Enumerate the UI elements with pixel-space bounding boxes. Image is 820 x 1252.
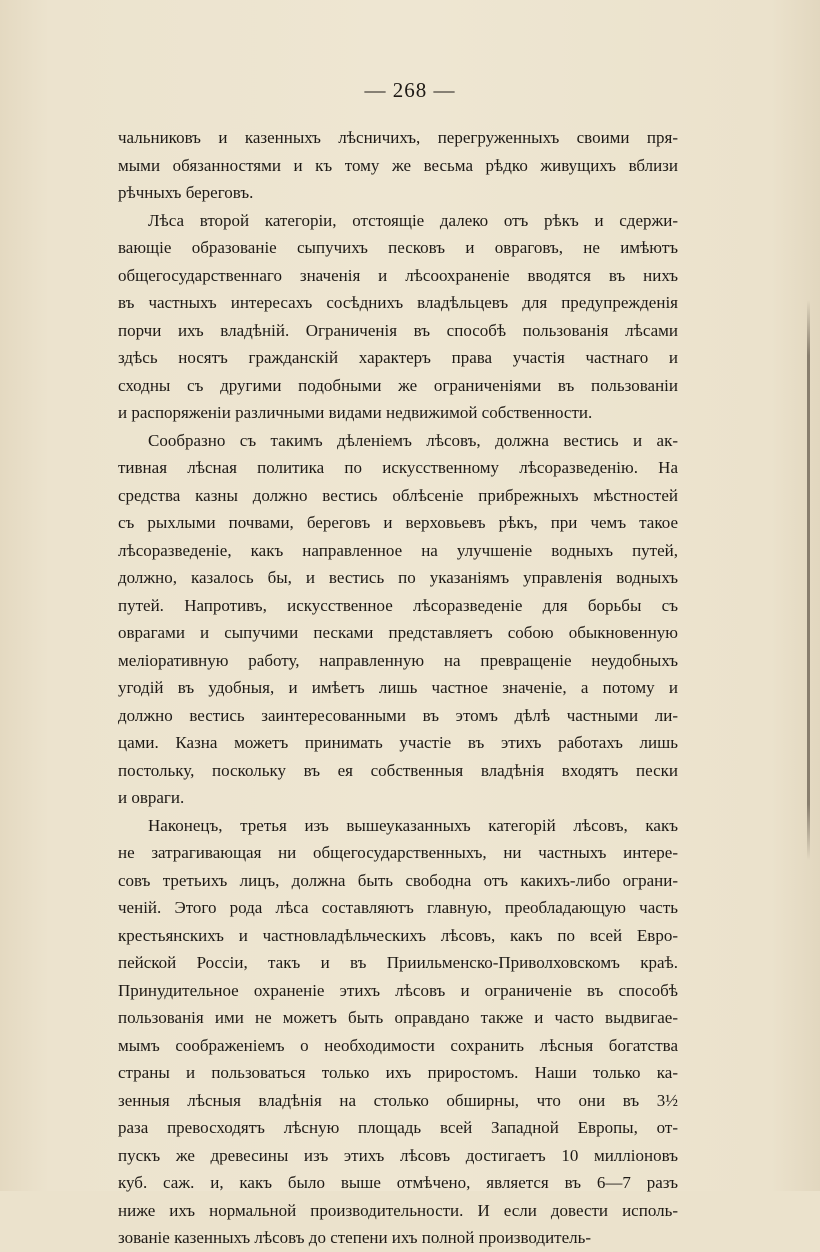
text-line: угодій въ удобныя, и имѣетъ лишь частное значеніе, а потому и xyxy=(118,678,678,697)
paragraph xyxy=(118,812,678,1252)
text-line: должно вестись заинтересованными въ этомъ дѣлѣ частными ли- xyxy=(118,705,678,725)
text-body xyxy=(118,124,678,1252)
text-line: страны и пользоваться только ихъ приростомъ. Наши только ка- xyxy=(118,1063,678,1082)
text-line: Наконецъ, третья изъ вышеуказанныхъ категорій лѣсовъ, какъ xyxy=(148,815,678,835)
text-line: Лѣса второй категоріи, отстоящіе далеко отъ рѣкъ и сдержи- xyxy=(148,210,678,230)
text-line: оврагами и сыпучими песками представляетъ собою обыкновенную xyxy=(118,623,678,642)
text-line: здѣсь носятъ гражданскій характеръ права участія частнаго и xyxy=(118,348,678,367)
paragraph xyxy=(118,427,678,812)
text-line: раза превосходятъ лѣсную площадь всей Западной Европы, от- xyxy=(118,1118,678,1137)
text-line: и овраги. xyxy=(118,788,185,807)
text-line: совъ третьихъ лицъ, должна быть свободна отъ какихъ-либо ограни- xyxy=(118,870,678,890)
text-line: съ рыхлыми почвами, береговъ и верховьевъ рѣкъ, при чемъ такое xyxy=(118,513,678,532)
text-line: рѣчныхъ береговъ. xyxy=(118,183,254,202)
text-line: чальниковъ и казенныхъ лѣсничихъ, перегруженныхъ своими пря- xyxy=(118,128,678,147)
text-line: средства казны должно вестись облѣсеніе прибрежныхъ мѣстностей xyxy=(118,485,678,505)
text-line: порчи ихъ владѣній. Ограниченія въ способѣ пользованія лѣсами xyxy=(118,320,678,340)
text-line: путей. Напротивъ, искусственное лѣсоразведеніе для борьбы съ xyxy=(118,595,678,615)
text-line: мымъ соображеніемъ о необходимости сохранить лѣсныя богатства xyxy=(118,1035,678,1055)
text-line: сходны съ другими подобными же ограниченіями въ пользованіи xyxy=(118,375,678,395)
text-line: цами. Казна можетъ принимать участіе въ этихъ работахъ лишь xyxy=(118,733,678,752)
text-line: пользованія ими не можетъ быть оправдано также и часто выдвигае- xyxy=(118,1008,678,1027)
text-line: зенныя лѣсныя владѣнія на столько обширны, что они въ 3½ xyxy=(118,1090,678,1110)
paragraph xyxy=(118,207,678,427)
text-line: не затрагивающая ни общегосударственныхъ, ни частныхъ интере- xyxy=(118,843,678,862)
text-line: ниже ихъ нормальной производительности. И если довести исполь- xyxy=(118,1200,678,1220)
text-line: ченій. Этого рода лѣса составляютъ главную, преобладающую часть xyxy=(118,898,678,917)
text-line: крестьянскихъ и частновладѣльческихъ лѣсовъ, какъ по всей Евро- xyxy=(118,925,678,945)
text-line: общегосударственнаго значенія и лѣсоохраненіе вводятся въ нихъ xyxy=(118,265,678,285)
paragraph xyxy=(118,124,678,207)
text-line: куб. саж. и, какъ было выше отмѣчено, является въ 6—7 разъ xyxy=(118,1173,678,1192)
text-line: Сообразно съ такимъ дѣленіемъ лѣсовъ, должна вестись и ак- xyxy=(148,430,678,450)
text-line: зованіе казенныхъ лѣсовъ до степени ихъ полной производитель- xyxy=(118,1228,592,1247)
page-number: — 268 — xyxy=(364,78,456,102)
text-line: въ частныхъ интересахъ сосѣднихъ владѣльцевъ для предупрежденія xyxy=(118,293,678,312)
text-line: пейской Россіи, такъ и въ Приильменско-Приволховскомъ краѣ. xyxy=(118,953,678,972)
text-line: тивная лѣсная политика по искусственному лѣсоразведенію. На xyxy=(118,458,678,477)
text-line: пускъ же древесины изъ этихъ лѣсовъ достигаетъ 10 милліоновъ xyxy=(118,1145,678,1165)
text-line: мыми обязанностями и къ тому же весьма рѣдко живущихъ вблизи xyxy=(118,155,678,175)
text-line: лѣсоразведеніе, какъ направленное на улучшеніе водныхъ путей, xyxy=(118,540,678,560)
text-line: постольку, поскольку въ ея собственныя владѣнія входятъ пески xyxy=(118,760,678,780)
text-line: Принудительное охраненіе этихъ лѣсовъ и ограниченіе въ способѣ xyxy=(118,980,678,1000)
text-line: вающіе образованіе сыпучихъ песковъ и овраговъ, не имѣютъ xyxy=(118,238,678,257)
text-line: и распоряженіи различными видами недвижимой собственности. xyxy=(118,403,593,422)
binding-shadow xyxy=(807,300,810,860)
text-line: должно, казалось бы, и вестись по указаніямъ управленія водныхъ xyxy=(118,568,678,587)
text-line: меліоративную работу, направленную на превращеніе неудобныхъ xyxy=(118,650,678,670)
